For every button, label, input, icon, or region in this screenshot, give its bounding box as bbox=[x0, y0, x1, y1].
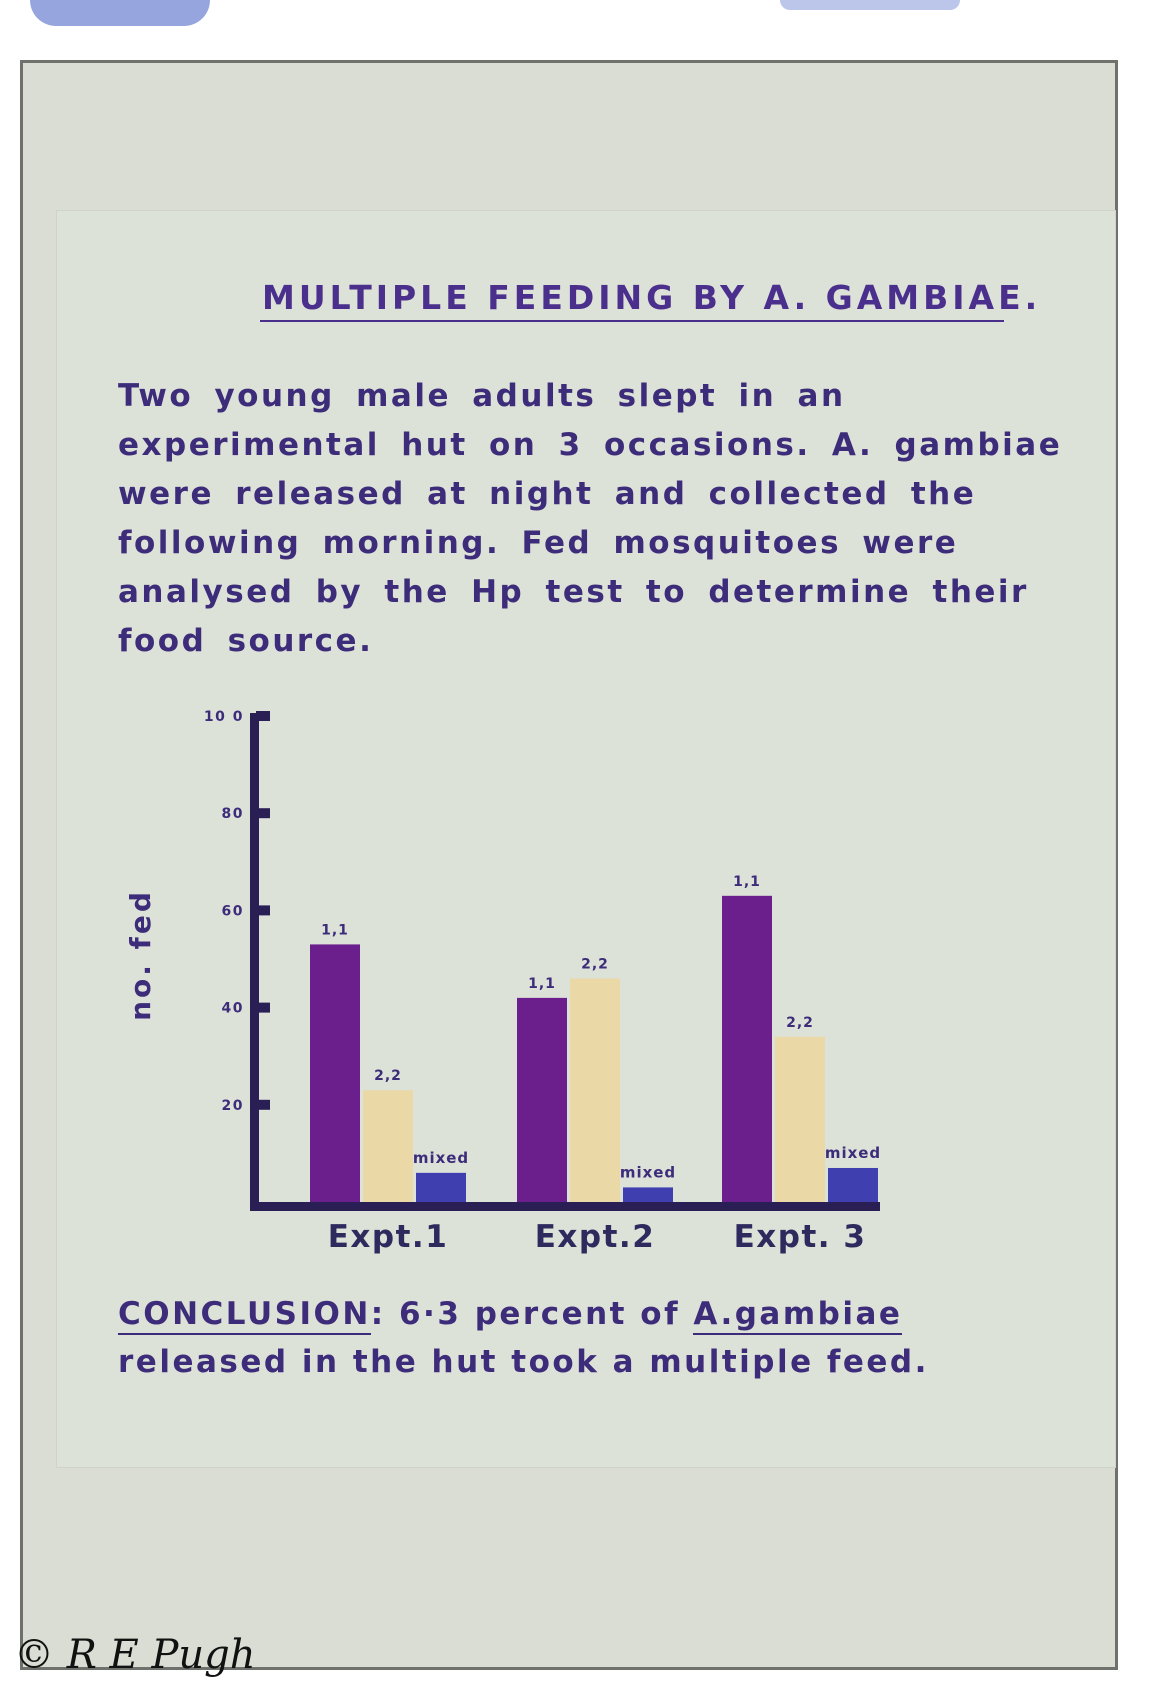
page-title: MULTIPLE FEEDING BY A. GAMBIAE. bbox=[262, 278, 1042, 317]
x-tick-label: Expt. 3 bbox=[733, 1219, 867, 1255]
conclusion-text-1: percent of bbox=[461, 1296, 694, 1332]
x-tick-label: Expt.2 bbox=[534, 1219, 656, 1255]
copyright-notice: © R E Pugh bbox=[14, 1632, 256, 1678]
conclusion-label: CONCLUSION bbox=[118, 1296, 371, 1335]
y-tick-label: 80 bbox=[221, 806, 244, 823]
bar-1-22 bbox=[363, 1090, 413, 1202]
bar-3-mixed bbox=[828, 1168, 878, 1202]
bar-label: mixed bbox=[619, 1163, 677, 1182]
bar-label: 2,2 bbox=[374, 1068, 402, 1085]
conclusion-separator: : bbox=[370, 1296, 386, 1332]
bar-label: 1,1 bbox=[733, 873, 761, 890]
bar-1-11 bbox=[310, 944, 360, 1202]
bar-label: 1,1 bbox=[528, 975, 556, 992]
y-tick-label: 40 bbox=[221, 1000, 244, 1017]
bar-1-mixed bbox=[416, 1173, 466, 1202]
y-axis-label: no. fed bbox=[124, 889, 157, 1021]
y-ticks-group bbox=[204, 709, 270, 1114]
bar-label: 2,2 bbox=[786, 1014, 814, 1031]
conclusion-value: 6·3 bbox=[398, 1296, 462, 1332]
y-axis-line bbox=[250, 713, 259, 1211]
bar-3-11 bbox=[722, 896, 772, 1202]
bars-group bbox=[310, 896, 878, 1202]
bar-2-11 bbox=[517, 998, 567, 1202]
x-axis-line bbox=[250, 1202, 880, 1211]
bar-2-mixed bbox=[623, 1187, 673, 1202]
bar-label: mixed bbox=[824, 1143, 882, 1162]
conclusion-species: A.gambiae bbox=[693, 1296, 902, 1335]
bar-3-22 bbox=[775, 1037, 825, 1202]
conclusion-text-2: released in the hut took a multiple feed. bbox=[118, 1344, 929, 1380]
bar-label: mixed bbox=[412, 1148, 470, 1167]
bar-label: 2,2 bbox=[581, 956, 609, 973]
x-tick-label: Expt.1 bbox=[327, 1219, 449, 1255]
bar-label: 1,1 bbox=[321, 922, 349, 939]
y-tick-label: 20 bbox=[221, 1097, 244, 1114]
y-tick-label: 60 bbox=[221, 903, 244, 920]
x-labels-group bbox=[328, 1219, 867, 1255]
conclusion-text bbox=[118, 1290, 1078, 1386]
description-text: Two young male adults slept in an experimental hut on 3 occasions. A. gambiae were released at night and collected the following morning. Fed mosquitoes were analysed by the Hp test to determine their food source. bbox=[118, 378, 1063, 659]
bar-2-22 bbox=[570, 978, 620, 1202]
y-tick-label: 10 0 bbox=[203, 709, 244, 725]
